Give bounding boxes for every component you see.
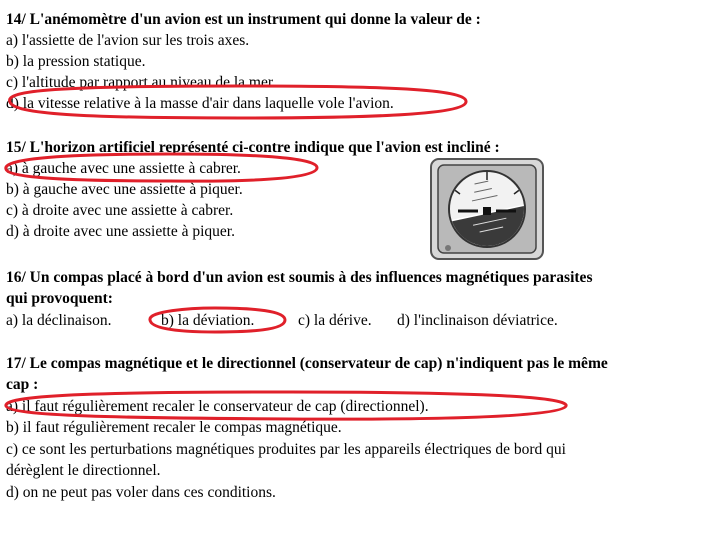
q16-option-b: b) la déviation. — [161, 312, 255, 329]
q17-option-d: d) on ne peut pas voler dans ces conditions. — [6, 484, 276, 501]
q17-option-b: b) il faut régulièrement recaler le compas magnétique. — [6, 419, 342, 436]
q14-option-b: b) la pression statique. — [6, 53, 146, 70]
question-16-line-2: qui provoquent: — [6, 290, 113, 307]
q15-option-a: a) à gauche avec une assiette à cabrer. — [6, 160, 241, 177]
q17-option-c-line-1: c) ce sont les perturbations magnétiques produites par les appareils électriques de bord qui — [6, 441, 566, 458]
q14-option-a: a) l'assiette de l'avion sur les trois axes. — [6, 32, 250, 49]
q15-option-d: d) à droite avec une assiette à piquer. — [6, 223, 235, 240]
question-17-line-1: 17/ Le compas magnétique et le directionnel (conservateur de cap) n'indiquent pas le même — [6, 355, 608, 372]
q17-option-a: a) il faut régulièrement recaler le conservateur de cap (directionnel). — [6, 398, 429, 415]
q15-option-b: b) à gauche avec une assiette à piquer. — [6, 181, 243, 198]
q14-option-c: c) l'altitude par rapport au niveau de la mer. — [6, 74, 277, 91]
q16-option-a: a) la déclinaison. — [6, 312, 112, 329]
question-14: 14/ L'anémomètre d'un avion est un instrument qui donne la valeur de : — [6, 11, 481, 28]
q17-option-c-line-2: dérèglent le directionnel. — [6, 462, 161, 479]
q16-option-c: c) la dérive. — [298, 312, 372, 329]
answer-ellipse-q15 — [6, 154, 317, 181]
question-16-line-1: 16/ Un compas placé à bord d'un avion est soumis à des influences magnétiques parasites — [6, 269, 593, 286]
question-17-line-2: cap : — [6, 376, 39, 393]
answer-ellipse-q17 — [6, 392, 566, 419]
q14-option-d: d) la vitesse relative à la masse d'air dans laquelle vole l'avion. — [6, 95, 394, 112]
answer-ellipse-q16 — [150, 308, 285, 332]
q16-option-d: d) l'inclinaison déviatrice. — [397, 312, 558, 329]
question-15: 15/ L'horizon artificiel représenté ci-contre indique que l'avion est incliné : — [6, 139, 500, 156]
q15-option-c: c) à droite avec une assiette à cabrer. — [6, 202, 234, 219]
answer-ellipse-q14 — [10, 86, 466, 118]
